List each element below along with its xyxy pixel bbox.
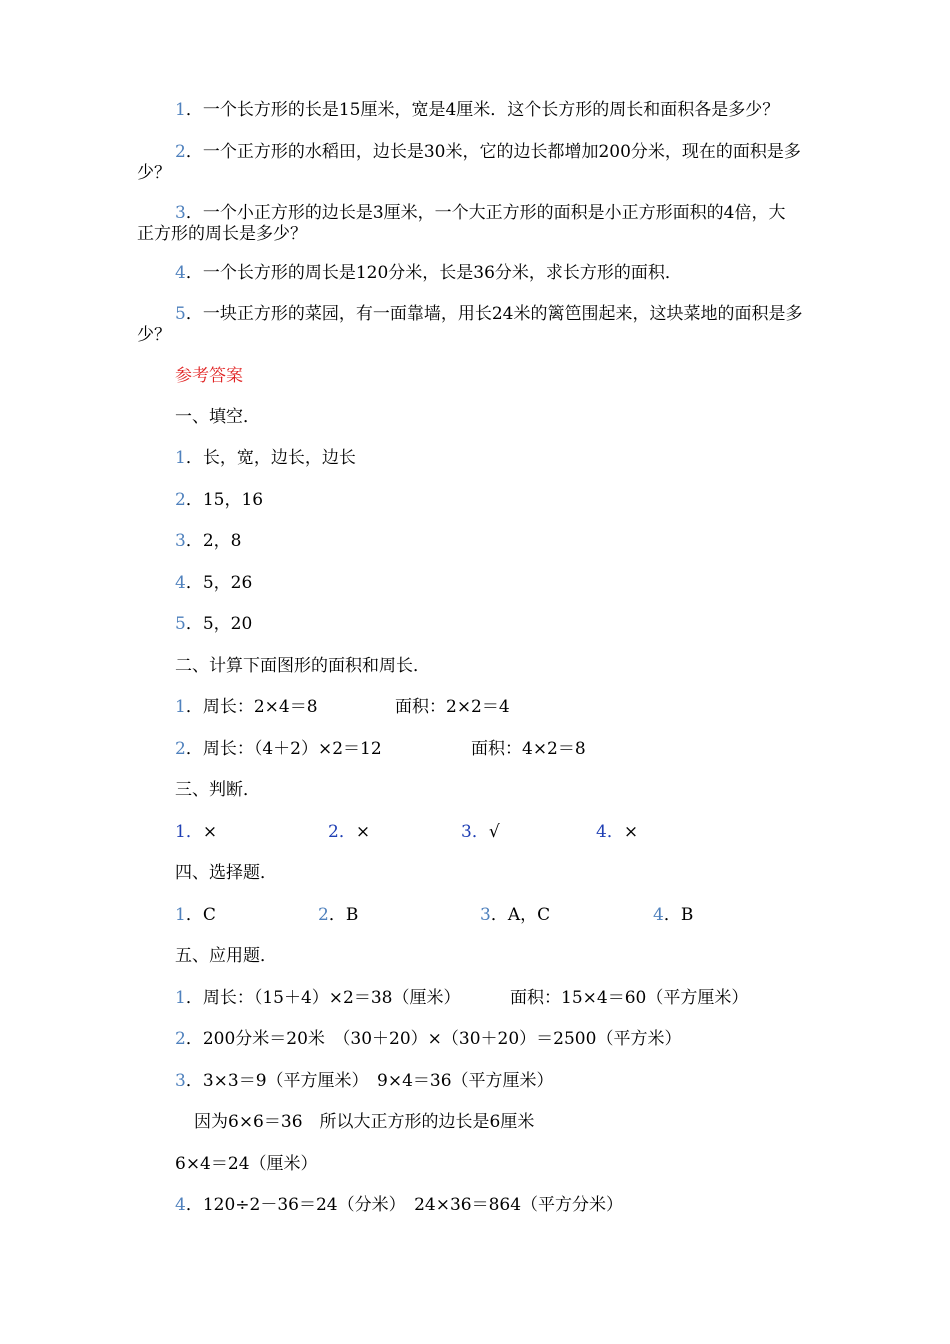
question-text: ．一块正方形的菜园，有一面靠墙，用长24米的篱笆围起来，这块菜地的面积是多 (185, 304, 803, 324)
answer-number: 3 (175, 1071, 186, 1091)
answer-item (175, 986, 460, 1010)
answer-item (175, 1193, 623, 1217)
answer-item (175, 612, 252, 636)
answer-text: ．长，宽，边长，边长 (185, 448, 356, 468)
answer-item (175, 571, 252, 595)
answers-title: 参考答案 (175, 366, 243, 386)
perimeter-text: ．周长：（15＋4）×2＝38（厘米） (185, 988, 461, 1008)
question-text: ．一个长方形的长是15厘米，宽是4厘米．这个长方形的周长和面积各是多少？ (185, 100, 780, 120)
area-text: 面积：15×4＝60（平方厘米） (510, 988, 749, 1008)
answer-text: ．15，16 (185, 490, 264, 510)
question-3-continuation: 正方形的周长是多少？ (137, 224, 307, 244)
answer-number: 4 (653, 905, 664, 925)
answer-text: ．C (185, 905, 216, 925)
judge-item (175, 820, 217, 844)
question-number: 4 (175, 263, 186, 283)
answer-text: ．B (663, 905, 694, 925)
choice-item (480, 903, 550, 927)
answer-number: 5 (175, 614, 186, 634)
answer-number: 4 (175, 1195, 186, 1215)
answer-number: 1 (175, 448, 186, 468)
answer-text: ．200分米＝20米 （30＋20）×（30＋20）＝2500（平方米） (185, 1029, 682, 1049)
answer-text: ．5，26 (185, 573, 253, 593)
judge-mark: × (355, 822, 371, 842)
answer-continuation: 因为6×6＝36 所以大正方形的边长是6厘米 (194, 1112, 535, 1132)
answer-item (175, 1069, 554, 1093)
question-1 (175, 98, 779, 122)
question-text: ．一个长方形的周长是120分米，长是36分米，求长方形的面积． (185, 263, 682, 283)
perimeter-text: ．周长：2×4＝8 (185, 697, 318, 717)
answer-number: 2 (175, 1029, 186, 1049)
answer-item (175, 695, 318, 719)
section-heading-application: 五、应用题． (175, 946, 277, 966)
answer-text: ．3×3＝9（平方厘米） 9×4＝36（平方厘米） (185, 1071, 554, 1091)
question-5 (175, 302, 802, 326)
perimeter-text: ．周长：（4＋2）×2＝12 (185, 739, 382, 759)
question-2 (175, 140, 801, 164)
answer-number: 2 (175, 739, 186, 759)
answer-number: 3 (175, 531, 186, 551)
area-text: 面积：4×2＝8 (471, 739, 586, 759)
answer-item (175, 529, 241, 553)
judge-mark: √ (488, 822, 500, 842)
answer-number: 2． (328, 822, 356, 842)
question-number: 2 (175, 142, 186, 162)
area-text: 面积：2×2＝4 (395, 697, 510, 717)
answer-item (175, 446, 356, 470)
answer-number: 2 (175, 490, 186, 510)
question-2-continuation: 少？ (137, 163, 171, 183)
section-heading-calculate: 二、计算下面图形的面积和周长． (175, 656, 430, 676)
answer-text: ．120÷2－36＝24（分米） 24×36＝864（平方分米） (185, 1195, 624, 1215)
judge-item (328, 820, 370, 844)
answer-number: 4． (596, 822, 624, 842)
question-number: 1 (175, 100, 186, 120)
answer-number: 3． (461, 822, 489, 842)
section-heading-fill-blank: 一、填空． (175, 407, 260, 427)
answer-text: ．A，C (490, 905, 551, 925)
answer-text: ．B (328, 905, 359, 925)
question-number: 3 (175, 203, 186, 223)
answer-number: 3 (480, 905, 491, 925)
answer-item (175, 737, 382, 761)
section-heading-judge: 三、判断． (175, 780, 260, 800)
question-number: 5 (175, 304, 186, 324)
answer-item (175, 488, 263, 512)
answer-number: 1 (175, 905, 186, 925)
answer-continuation: 6×4＝24（厘米） (175, 1154, 318, 1174)
judge-mark: × (202, 822, 218, 842)
choice-item (175, 903, 216, 927)
answer-number: 1 (175, 988, 186, 1008)
choice-item (653, 903, 693, 927)
judge-mark: × (623, 822, 639, 842)
choice-item (318, 903, 358, 927)
judge-item (596, 820, 638, 844)
question-5-continuation: 少？ (137, 325, 171, 345)
answer-text: ．5，20 (185, 614, 253, 634)
section-heading-choice: 四、选择题． (175, 863, 277, 883)
answer-text: ．2，8 (185, 531, 242, 551)
judge-item (461, 820, 500, 844)
question-text: ．一个正方形的水稻田，边长是30米，它的边长都增加200分米，现在的面积是多 (185, 142, 801, 162)
question-4 (175, 261, 682, 285)
answer-number: 1． (175, 822, 203, 842)
answer-item (175, 1027, 681, 1051)
question-text: ．一个小正方形的边长是3厘米，一个大正方形的面积是小正方形面积的4倍，大 (185, 203, 786, 223)
answer-number: 1 (175, 697, 186, 717)
answer-number: 2 (318, 905, 329, 925)
answer-number: 4 (175, 573, 186, 593)
